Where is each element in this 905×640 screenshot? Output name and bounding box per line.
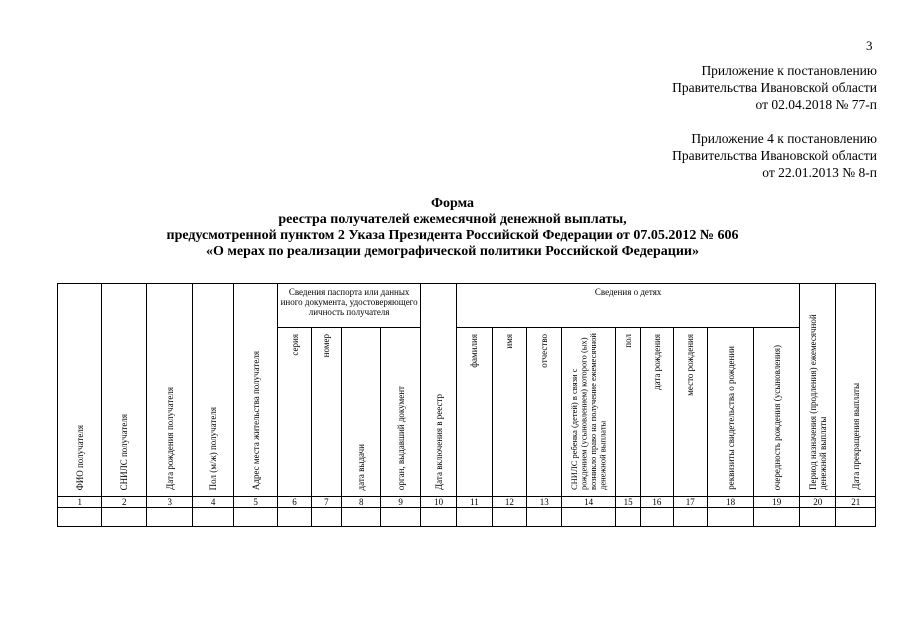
- header-registry-date: Дата включения в реестр: [420, 284, 456, 497]
- table-cell: [754, 508, 800, 527]
- column-numbers-row: 1 2 3 4 5 6 7 8 9 10 11 12 13 14 15 16 17 18 19 20 21: [58, 497, 876, 508]
- header-recipient-snils: СНИЛС получателя: [102, 284, 146, 497]
- header-child-birthdate: дата рождения: [641, 328, 673, 497]
- header-child-sex: пол: [615, 328, 640, 497]
- annex-reference-original: Приложение 4 к постановлению Правительства Ивановской области от 22.01.2013 № 8-п: [672, 131, 877, 180]
- annex-reference-current: Приложение к постановлению Правительства Ивановской области от 02.04.2018 № 77-п: [672, 63, 877, 112]
- table-cell: [311, 508, 341, 527]
- table-cell: [457, 508, 492, 527]
- header-payment-period: Период назначения (продления) ежемесячной денежной выплаты: [800, 284, 836, 497]
- header-doc-issue-date: дата выдачи: [342, 328, 381, 497]
- table-cell: [193, 508, 233, 527]
- header-child-patronymic: отчество: [527, 328, 562, 497]
- empty-data-row: [58, 508, 876, 527]
- header-birth-certificate: реквизиты свидетельства о рождении: [707, 328, 754, 497]
- header-doc-issuer: орган, выдавший документ: [381, 328, 420, 497]
- table-cell: [707, 508, 754, 527]
- header-child-surname: фамилия: [457, 328, 492, 497]
- registry-table: [57, 283, 876, 527]
- header-recipient-birthdate: Дата рождения получателя: [146, 284, 193, 497]
- header-birth-order: очередность рождения (усыновления): [754, 328, 800, 497]
- header-child-first-name: имя: [492, 328, 526, 497]
- page-number: 3: [866, 38, 873, 53]
- header-recipient-name: ФИО получателя: [58, 284, 102, 497]
- table-cell: [562, 508, 616, 527]
- table-cell: [615, 508, 640, 527]
- header-group-children: Сведения о детях: [457, 284, 800, 328]
- table-cell: [381, 508, 420, 527]
- table-cell: [673, 508, 707, 527]
- table-cell: [641, 508, 673, 527]
- table-cell: [58, 508, 102, 527]
- table-cell: [420, 508, 456, 527]
- table-cell: [342, 508, 381, 527]
- table-cell: [836, 508, 876, 527]
- header-doc-series: серия: [278, 328, 311, 497]
- header-recipient-address: Адрес места жительства получателя: [233, 284, 277, 497]
- table-cell: [146, 508, 193, 527]
- header-child-snils: СНИЛС ребенка (детей) в связи с рождением (усыновлением) которого (ых) возникло право на получение ежемесячной денежной выплаты: [562, 328, 616, 497]
- form-title: Форма реестра получателей ежемесячной денежной выплаты, предусмотренной пунктом 2 Указа Президента Российской Федерации от 07.05.2012 № 606 «О мерах по реализации демографической политики Российской Федерации»: [166, 196, 739, 259]
- header-group-passport: Сведения паспорта или данных иного документа, удостоверяющего личность получателя: [278, 284, 421, 328]
- table-cell: [233, 508, 277, 527]
- header-recipient-sex: Пол (м/ж) получателя: [193, 284, 233, 497]
- table-cell: [492, 508, 526, 527]
- table-cell: [527, 508, 562, 527]
- table-cell: [102, 508, 146, 527]
- table-cell: [278, 508, 311, 527]
- header-payment-end-date: Дата прекращения выплаты: [836, 284, 876, 497]
- table-cell: [800, 508, 836, 527]
- header-child-birthplace: место рождения: [673, 328, 707, 497]
- header-doc-number: номер: [311, 328, 341, 497]
